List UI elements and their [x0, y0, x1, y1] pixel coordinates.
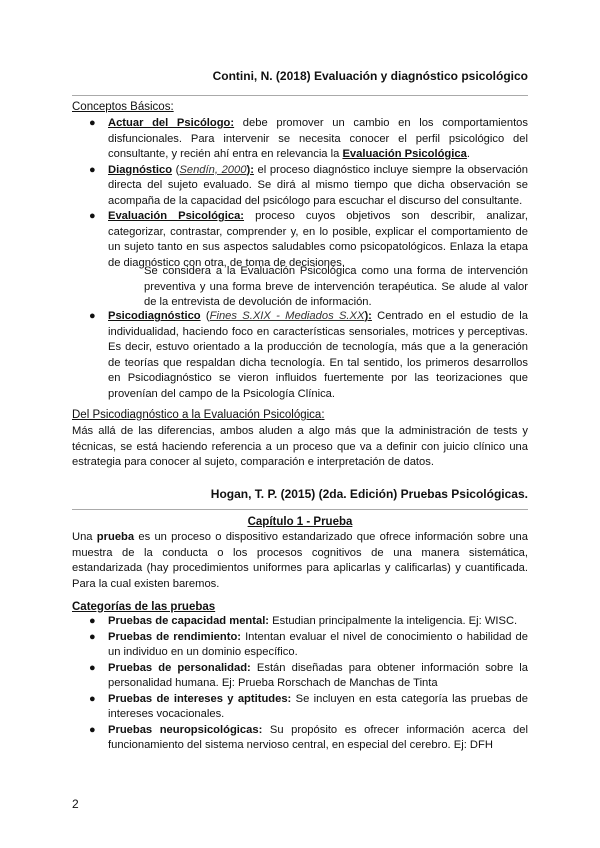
bullet-icon: ●: [89, 661, 96, 674]
psicodiag-title-suffix: :: [321, 409, 325, 421]
list-item-actuar: [72, 116, 528, 163]
list-item-capacidad: [72, 614, 528, 630]
cite-open: (: [172, 163, 180, 176]
text-rendimiento: Intentan evaluar el nivel de conocimiento o habilidad de un individuo en un dominio específico.: [108, 630, 528, 658]
bullet-icon: ●: [89, 163, 96, 176]
text-intereses: Se incluyen en esta categoría las pruebas de intereses vocacionales.: [108, 692, 528, 720]
term-capacidad: Pruebas de capacidad mental:: [108, 615, 270, 627]
prueba-lead: Una: [72, 531, 97, 543]
bullet-icon: ●: [89, 117, 96, 129]
tail-actuar: .: [466, 148, 470, 160]
categorias-list: [72, 614, 528, 754]
emph-evaluacion: Evaluación Psicológica: [342, 148, 467, 160]
text-actuar: debe promover un cambio en los comportamientos disfuncionales. Para intervenir se necesita conocer el perfil psicológico del consultante, y recién ahí entra en relevancia la: [108, 117, 528, 160]
cite-open-2: (: [200, 310, 210, 322]
conceptos-list: [72, 116, 528, 271]
bullet-icon: ●: [89, 310, 96, 322]
text-personalidad: Están diseñadas para obtener información sobre la personalidad humana. Ej: Prueba Rorschach de Manchas de Tinta: [108, 661, 528, 689]
conceptos-list-2: [72, 309, 528, 402]
bullet-icon: ●: [89, 630, 96, 643]
prueba-text: es un proceso o dispositivo estandarizado que ofrece información sobre una muestra de la conducta o los procesos cognitivos de una manera sistemática, estandarizada (hay procedimientos uniformes para aplicarlas y calificarlas) y cuantificada. Para la cual existen baremos.: [72, 531, 528, 590]
indent-note: Se considera a la Evaluación Psicológica como una forma de intervención preventiva y una forma breve de intervención terapéutica. Se alude al valor de la entrevista de devolución de información.: [144, 265, 528, 308]
cite-fines: Fines S.XIX - Mediados S.XX: [209, 310, 365, 322]
header-rule-1: [72, 95, 528, 96]
psicodiag-title: Del Psicodiagnóstico a la Evaluación Psicológica: [72, 409, 322, 421]
cite-close: ):: [246, 163, 254, 176]
bullet-icon: ●: [89, 723, 96, 736]
list-item-evaluacion: [72, 209, 528, 271]
section-title-psicodiag: [72, 409, 325, 421]
term-personalidad: Pruebas de personalidad:: [108, 661, 251, 674]
term-diagnostico: Diagnóstico: [108, 163, 173, 176]
list-item-diagnostico: [72, 163, 528, 210]
bullet-icon: ●: [89, 692, 96, 705]
header-contini: Contini, N. (2018) Evaluación y diagnóstico psicológico: [212, 69, 528, 83]
section-title-conceptos: [72, 101, 174, 113]
list-item-intereses: [72, 692, 528, 723]
chapter-title: [72, 516, 528, 528]
list-item-psicodiagnostico: [72, 309, 528, 402]
term-actuar: Actuar del Psicólogo:: [108, 117, 235, 129]
header-rule-2: [72, 509, 528, 510]
text-psicodiagnostico: Centrado en el estudio de la individualidad, haciendo foco en características sensoriales, motrices y perceptivas. Es decir, estuvo orientado a la producción de tecnología, más que a la generación de teorías que respaldan dicha tecnología. En tal sentido, los primeros desarrollos en Psicodiagnóstico se vieron influidos fuertemente por las teorizaciones que provenían del campo de la Psicología Clínica.: [108, 310, 528, 400]
term-neuro: Pruebas neuropsicológicas:: [108, 723, 263, 736]
cite-sendin: Sendín, 2000: [179, 163, 247, 176]
term-psicodiagnostico: Psicodiagnóstico: [108, 310, 201, 322]
header-hogan: Hogan, T. P. (2015) (2da. Edición) Pruebas Psicológicas.: [210, 487, 528, 501]
prueba-paragraph: [72, 530, 528, 592]
term-intereses: Pruebas de intereses y aptitudes:: [108, 692, 292, 705]
bullet-icon: ●: [89, 615, 96, 627]
text-neuro: Su propósito es ofrecer información acerca del funcionamiento del sistema nervioso central, en especial del cerebro. Ej: DFH: [108, 723, 528, 751]
term-rendimiento: Pruebas de rendimiento:: [108, 630, 242, 643]
page-number: 2: [72, 797, 79, 811]
term-evaluacion: Evaluación Psicológica:: [108, 210, 245, 222]
text-diagnostico: el proceso diagnóstico incluye siempre la observación directa del sujeto evaluado. Se dirá al mismo tiempo que dicha observación se acompaña de la capacidad del psicólogo para escuchar el discurso del consultante.: [108, 163, 529, 207]
conceptos-title-suffix: :: [170, 101, 174, 113]
conceptos-title: Conceptos Básicos: [72, 101, 171, 113]
prueba-term: prueba: [96, 531, 135, 543]
categorias-title: Categorías de las pruebas: [72, 601, 216, 613]
text-capacidad: Estudian principalmente la inteligencia. Ej: WISC.: [269, 615, 518, 627]
list-item-personalidad: [72, 661, 528, 692]
text-evaluacion: proceso cuyos objetivos son describir, analizar, categorizar, contrastar, comprender y, en lo posible, explicar el comportamiento de un sujeto tanto en sus aspectos saludables como psicopatológicos. Enlaza la etapa de diagnóstico con otra, de toma de decisiones.: [108, 210, 528, 269]
list-item-rendimiento: [72, 630, 528, 661]
bullet-icon: ●: [89, 210, 96, 222]
psicodiag-paragraph: Más allá de las diferencias, ambos aluden a algo más que la administración de tests y técnicas, se está haciendo referencia a un proceso que va a definir con juicio clínico una estrategia para conocer al sujeto, comparación e interpretación de datos.: [72, 425, 528, 468]
chapter-text: Capítulo 1 - Prueba: [247, 516, 353, 528]
list-item-neuro: [72, 723, 528, 754]
cite-close-2: ):: [364, 310, 372, 322]
